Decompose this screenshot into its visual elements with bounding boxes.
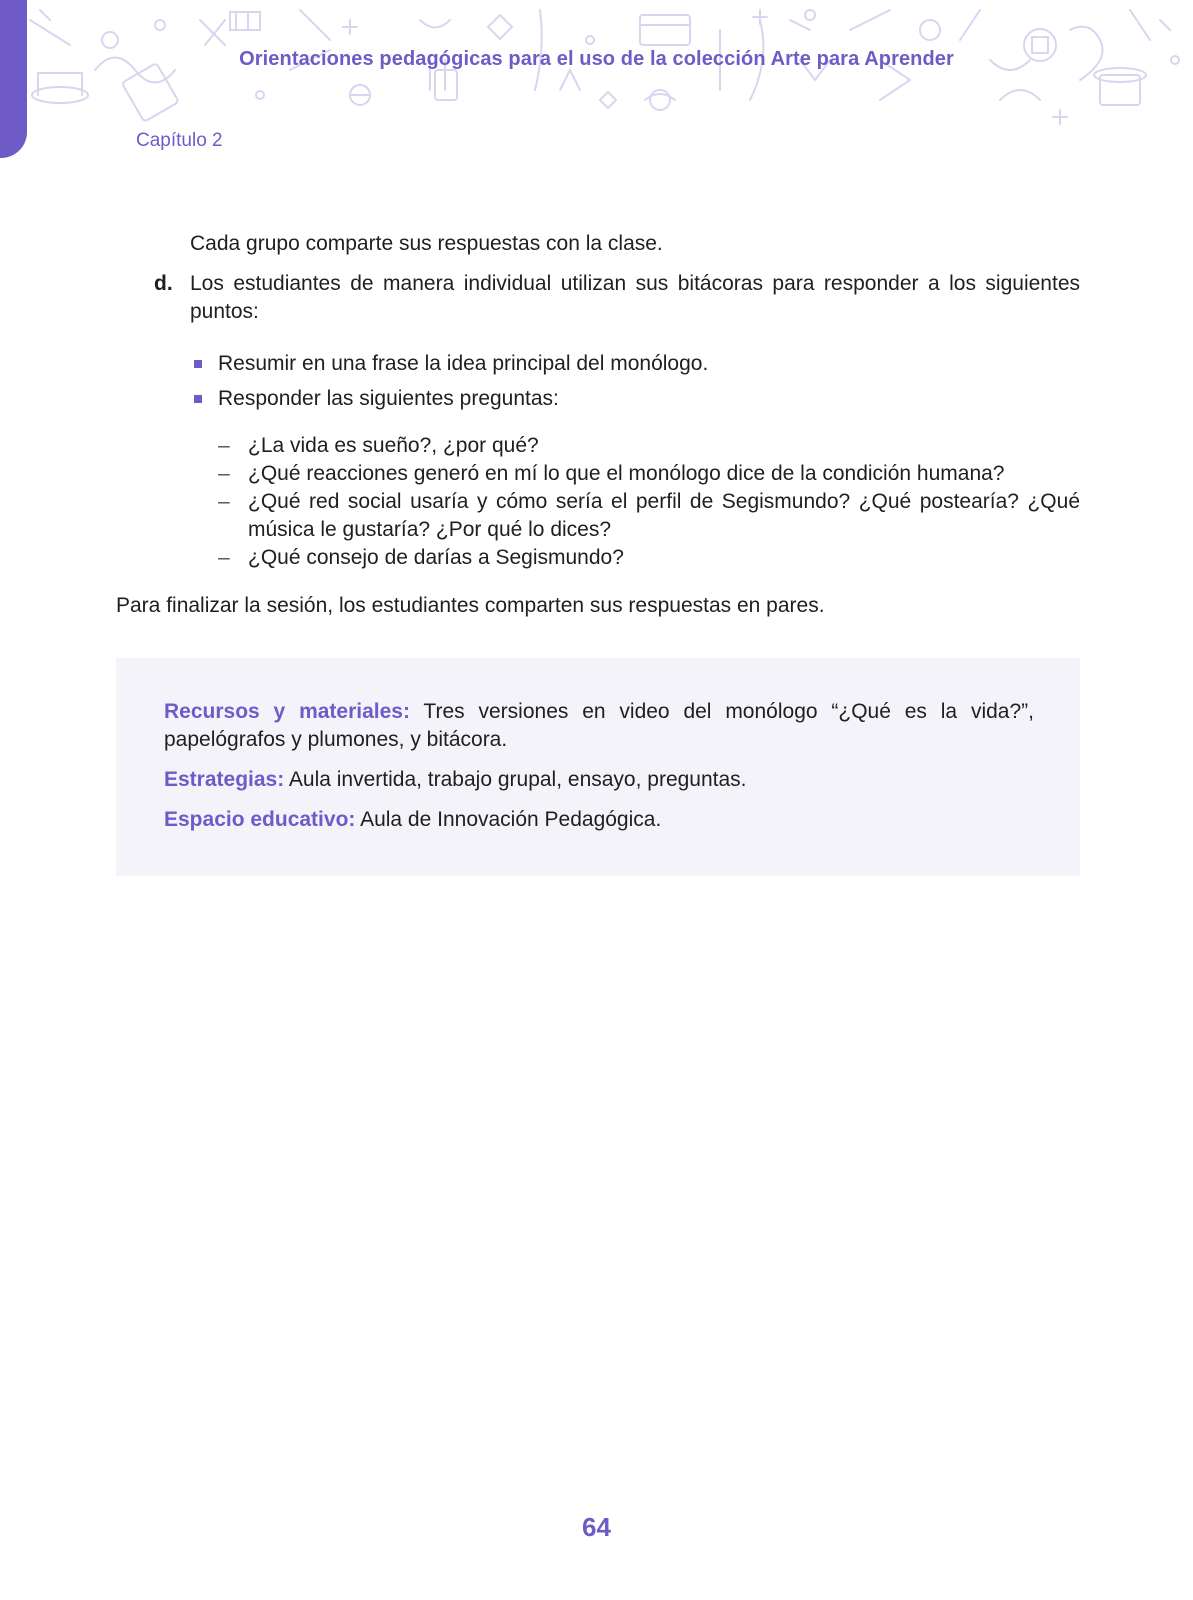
page-number: 64: [582, 1512, 611, 1542]
resources-box: [116, 658, 1080, 876]
question-item: [218, 544, 1080, 572]
list-item-text: Los estudiantes de manera individual utilizan sus bitácoras para responder a los siguientes puntos:: [190, 272, 1080, 323]
chapter-color-tab: [0, 0, 27, 158]
strategies-label: Estrategias:: [164, 768, 285, 791]
paragraph-top: Cada grupo comparte sus respuestas con la clase.: [190, 232, 663, 255]
strategies-line: [164, 766, 1034, 794]
square-bullet-icon: [194, 395, 202, 403]
dash-icon: –: [218, 490, 230, 513]
question-list: [218, 432, 1080, 572]
dash-icon: –: [218, 434, 230, 457]
bullet-item: [190, 350, 1080, 378]
bullet-item: [190, 385, 1080, 413]
space-text: Aula de Innovación Pedagógica.: [355, 808, 662, 831]
paragraph-final: Para finalizar la sesión, los estudiantes comparten sus respuestas en pares.: [116, 594, 825, 617]
square-bullet-icon: [194, 360, 202, 368]
strategies-text: Aula invertida, trabajo grupal, ensayo, preguntas.: [284, 768, 747, 791]
question-item: [218, 488, 1080, 544]
list-letter: d.: [154, 272, 173, 295]
question-item: [218, 432, 1080, 460]
question-text: ¿La vida es sueño?, ¿por qué?: [248, 434, 539, 457]
question-text: ¿Qué red social usaría y cómo sería el perfil de Segismundo? ¿Qué postearía? ¿Qué música le gustaría? ¿Por qué lo dices?: [248, 490, 1080, 541]
running-title: Orientaciones pedagógicas para el uso de la colección Arte para Aprender: [239, 48, 954, 70]
question-text: ¿Qué consejo de darías a Segismundo?: [248, 546, 624, 569]
bullet-list: [190, 350, 1080, 420]
bullet-text: Resumir en una frase la idea principal del monólogo.: [218, 352, 709, 375]
chapter-label: Capítulo 2: [136, 130, 223, 151]
list-item-d: [150, 270, 1080, 326]
materials-text: Tres versiones en video del monólogo “¿Qué es la vida?”, papelógrafos y plumones, y bitácora.: [164, 700, 1034, 751]
materials-line: [164, 698, 1034, 754]
dash-icon: –: [218, 462, 230, 485]
question-item: [218, 460, 1080, 488]
question-text: ¿Qué reacciones generó en mí lo que el monólogo dice de la condición humana?: [248, 462, 1005, 485]
bullet-text: Responder las siguientes preguntas:: [218, 387, 559, 410]
dash-icon: –: [218, 546, 230, 569]
space-label: Espacio educativo:: [164, 808, 356, 831]
materials-label: Recursos y materiales:: [164, 700, 410, 723]
space-line: [164, 806, 1034, 834]
